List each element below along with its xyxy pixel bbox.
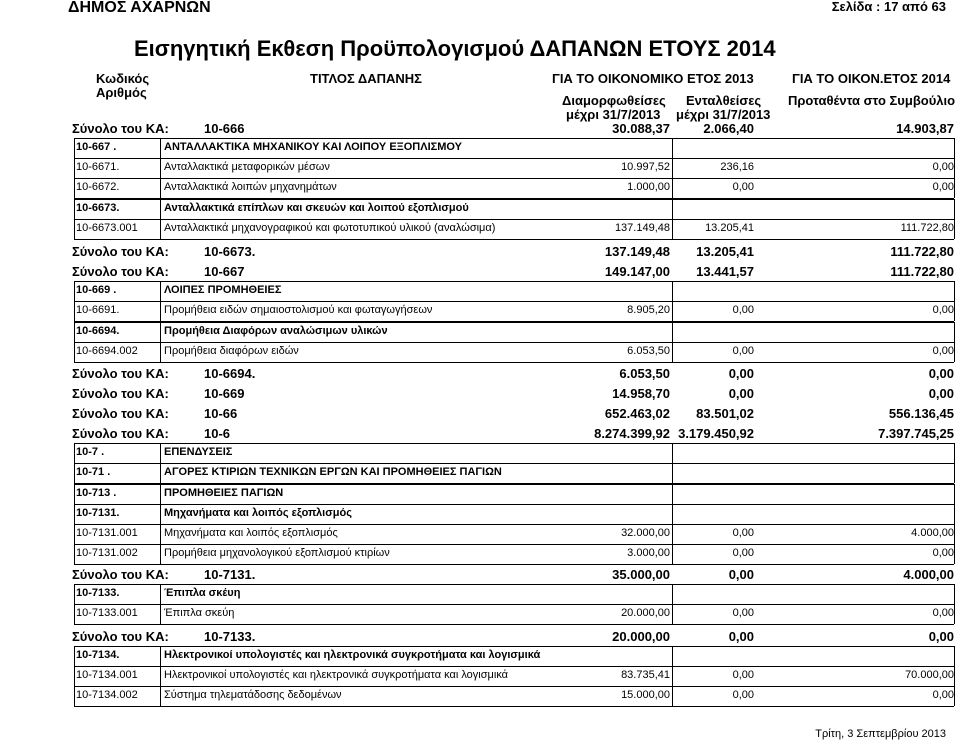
committed-amount: 0,00	[732, 547, 754, 559]
row-divider	[74, 322, 954, 323]
column-divider	[160, 219, 161, 239]
total-code: 10-6	[204, 426, 231, 441]
column-divider	[160, 158, 161, 178]
column-divider	[74, 219, 75, 239]
amended-amount: 30.088,37	[612, 121, 670, 136]
total-code: 10-7133.	[204, 629, 256, 644]
column-divider	[672, 281, 673, 301]
column-divider	[672, 322, 673, 342]
row-divider	[74, 706, 954, 707]
total-code: 10-6694.	[204, 366, 256, 381]
column-divider	[160, 342, 161, 362]
column-divider	[672, 544, 673, 564]
proposed-amount: 0,00	[928, 629, 954, 644]
committed-amount: 0,00	[728, 366, 754, 381]
account-code: 10-6694.002	[76, 345, 138, 357]
column-divider	[160, 686, 161, 706]
committed-amount: 83.501,02	[696, 406, 754, 421]
column-divider	[954, 666, 955, 686]
account-code: 10-7134.002	[76, 689, 138, 701]
committed-amount: 0,00	[728, 567, 754, 582]
column-divider	[954, 342, 955, 362]
total-code: 10-6673.	[204, 244, 256, 259]
column-divider	[160, 646, 161, 666]
row-divider	[74, 362, 954, 363]
column-divider	[672, 342, 673, 362]
amended-amount: 6.053,50	[619, 366, 670, 381]
column-divider	[74, 138, 75, 158]
account-code: 10-6691.	[76, 304, 120, 316]
total-label: Σύνολο του ΚΑ:	[72, 121, 169, 136]
column-divider	[160, 584, 161, 604]
total-code: 10-66	[204, 406, 238, 421]
row-divider	[74, 219, 954, 220]
table-row	[66, 345, 954, 363]
amended-amount: 14.958,70	[612, 386, 670, 401]
row-divider	[74, 524, 954, 525]
column-divider	[954, 686, 955, 706]
committed-amount: 0,00	[732, 181, 754, 193]
account-description: Ανταλλακτικά μεταφορικών μέσων	[164, 161, 330, 173]
row-divider	[74, 646, 954, 647]
account-description: Μηχανήματα και λοιπός εξοπλισμός	[164, 507, 352, 519]
account-description: Ηλεκτρονικοί υπολογιστές και ηλεκτρονικά συγκροτήματα και λογισμικά	[164, 669, 509, 681]
column-divider	[672, 138, 673, 158]
row-divider	[74, 604, 954, 605]
column-divider	[954, 646, 955, 666]
account-code: 10-6673.	[76, 202, 120, 214]
account-description: Προμήθεια μηχανολογικού εξοπλισμού κτιρίων	[164, 547, 390, 559]
total-row	[66, 406, 954, 424]
proposed-amount: 556.136,45	[888, 406, 954, 421]
account-code: 10-6671.	[76, 161, 120, 173]
column-divider	[160, 666, 161, 686]
column-divider	[74, 342, 75, 362]
proposed-amount: 14.903,87	[896, 121, 954, 136]
column-divider	[160, 504, 161, 524]
column-amended-date: μέχρι 31/7/2013	[566, 107, 661, 122]
row-divider	[74, 281, 954, 282]
account-code: 10-667 .	[76, 141, 117, 153]
row-divider	[74, 443, 954, 444]
column-divider	[954, 178, 955, 198]
proposed-amount: 111.722,80	[890, 244, 954, 259]
amended-amount: 652.463,02	[604, 406, 670, 421]
committed-amount: 236,16	[720, 161, 754, 173]
total-label: Σύνολο του ΚΑ:	[72, 366, 169, 381]
total-row	[66, 629, 954, 647]
account-description: Ανταλλακτικά λοιπών μηχανημάτων	[164, 181, 337, 193]
table-row	[66, 181, 954, 199]
page-number: Σελίδα : 17 από 63	[831, 0, 946, 14]
column-divider	[160, 443, 161, 463]
column-divider	[954, 544, 955, 564]
amended-amount: 8.905,20	[627, 304, 670, 316]
committed-amount: 0,00	[732, 669, 754, 681]
account-code: 10-669 .	[76, 284, 117, 296]
amended-amount: 137.149,48	[604, 244, 670, 259]
column-divider	[672, 524, 673, 544]
committed-amount: 0,00	[732, 607, 754, 619]
total-code: 10-666	[204, 121, 245, 136]
total-label: Σύνολο του ΚΑ:	[72, 244, 169, 259]
row-divider	[74, 584, 954, 585]
account-description: ΑΝΤΑΛΛΑΚΤΙΚΑ ΜΗΧΑΝΙΚΟΥ ΚΑΙ ΛΟΙΠΟΥ ΕΞΟΠΛΙΣΜΟΥ	[164, 141, 462, 153]
account-code: 10-6672.	[76, 181, 120, 193]
committed-amount: 0,00	[732, 345, 754, 357]
column-divider	[954, 219, 955, 239]
account-description: Έπιπλα σκεύη	[164, 607, 235, 619]
amended-amount: 6.053,50	[627, 345, 670, 357]
column-divider	[160, 544, 161, 564]
column-divider	[160, 604, 161, 624]
total-row	[66, 366, 954, 384]
column-divider	[160, 463, 161, 483]
account-description: Προμήθεια ειδών σημαιοστολισμού και φωταγωγήσεων	[164, 304, 433, 316]
document-title: Εισηγητική Εκθεση Προϋπολογισμού ΔΑΠΑΝΩΝ ΕΤΟΥΣ 2014	[134, 36, 776, 61]
column-divider	[672, 686, 673, 706]
account-description: Σύστημα τηλεματάδοσης δεδομένων	[164, 689, 342, 701]
account-description: ΠΡΟΜΗΘΕΙΕΣ ΠΑΓΙΩΝ	[164, 487, 284, 499]
amended-amount: 32.000,00	[621, 527, 670, 539]
committed-amount: 13.441,57	[696, 264, 754, 279]
section-header-row	[66, 649, 954, 667]
column-divider	[74, 544, 75, 564]
row-divider	[74, 342, 954, 343]
proposed-amount: 4.000,00	[911, 527, 954, 539]
column-divider	[672, 219, 673, 239]
column-divider	[74, 646, 75, 666]
total-label: Σύνολο του ΚΑ:	[72, 426, 169, 441]
row-divider	[74, 138, 954, 139]
column-divider	[954, 199, 955, 219]
column-divider	[672, 178, 673, 198]
proposed-amount: 0,00	[932, 161, 954, 173]
total-label: Σύνολο του ΚΑ:	[72, 567, 169, 582]
committed-amount: 3.179.450,92	[678, 426, 754, 441]
column-code-label: Κωδικός	[96, 71, 150, 86]
column-divider	[74, 199, 75, 219]
amended-amount: 15.000,00	[621, 689, 670, 701]
column-divider	[74, 504, 75, 524]
column-fy2013-label: ΓΙΑ ΤΟ ΟΙΚΟΝΟΜΙΚΟ ΕΤΟΣ 2013	[552, 71, 754, 86]
column-divider	[954, 443, 955, 463]
table-row	[66, 689, 954, 707]
total-row	[66, 567, 954, 585]
amended-amount: 137.149,48	[614, 222, 670, 234]
section-header-row	[66, 141, 954, 159]
amended-amount: 35.000,00	[612, 567, 670, 582]
amended-amount: 1.000,00	[627, 181, 670, 193]
account-description: Προμήθεια διαφόρων ειδών	[164, 345, 299, 357]
column-divider	[74, 178, 75, 198]
column-divider	[74, 443, 75, 463]
column-divider	[160, 301, 161, 321]
amended-amount: 83.735,41	[621, 669, 670, 681]
committed-amount: 0,00	[728, 629, 754, 644]
column-divider	[160, 322, 161, 342]
section-header-row	[66, 587, 954, 605]
committed-amount: 0,00	[732, 304, 754, 316]
section-header-row	[66, 466, 954, 484]
row-divider	[74, 199, 954, 200]
column-divider	[160, 138, 161, 158]
column-divider	[74, 686, 75, 706]
table-row	[66, 527, 954, 545]
column-divider	[672, 484, 673, 504]
column-divider	[74, 463, 75, 483]
column-divider	[672, 666, 673, 686]
column-divider	[74, 301, 75, 321]
amended-amount: 10.997,52	[621, 161, 670, 173]
table-row	[66, 222, 954, 240]
proposed-amount: 0,00	[932, 345, 954, 357]
row-divider	[74, 158, 954, 159]
committed-amount: 0,00	[728, 386, 754, 401]
column-divider	[74, 666, 75, 686]
column-divider	[74, 524, 75, 544]
row-divider	[74, 544, 954, 545]
section-header-row	[66, 202, 954, 220]
proposed-amount: 70.000,00	[905, 669, 954, 681]
proposed-amount: 0,00	[932, 689, 954, 701]
row-divider	[74, 624, 954, 625]
account-description: ΑΓΟΡΕΣ ΚΤΙΡΙΩΝ ΤΕΧΝΙΚΩΝ ΕΡΓΩΝ ΚΑΙ ΠΡΟΜΗΘΕΙΕΣ ΠΑΓΙΩΝ	[164, 466, 502, 478]
account-code: 10-7133.	[76, 587, 120, 599]
organization-name: ΔΗΜΟΣ ΑΧΑΡΝΩΝ	[68, 0, 211, 16]
row-divider	[74, 504, 954, 505]
account-description: ΛΟΙΠΕΣ ΠΡΟΜΗΘΕΙΕΣ	[164, 284, 282, 296]
proposed-amount: 0,00	[932, 547, 954, 559]
account-description: ΕΠΕΝΔΥΣΕΙΣ	[164, 446, 233, 458]
column-divider	[954, 504, 955, 524]
account-code: 10-7134.001	[76, 669, 138, 681]
column-divider	[672, 158, 673, 178]
column-divider	[160, 281, 161, 301]
account-code: 10-6673.001	[76, 222, 138, 234]
proposed-amount: 0,00	[932, 304, 954, 316]
account-description: Ανταλλακτικά μηχανογραφικού και φωτοτυπικού υλικού (αναλώσιμα)	[164, 222, 496, 234]
column-divider	[672, 199, 673, 219]
account-code: 10-71 .	[76, 466, 111, 478]
proposed-amount: 111.722,80	[890, 264, 954, 279]
row-divider	[74, 463, 954, 464]
committed-amount: 2.066,40	[703, 121, 754, 136]
column-divider	[672, 301, 673, 321]
column-committed-label: Ενταλθείσες	[686, 93, 762, 108]
account-description: Έπιπλα σκέυη	[164, 587, 241, 599]
column-description-label: ΤΙΤΛΟΣ ΔΑΠΑΝΗΣ	[310, 71, 422, 86]
column-fy2014-label: ΓΙΑ ΤΟ ΟΙΚΟΝ.ΕΤΟΣ 2014	[792, 71, 951, 86]
column-divider	[74, 484, 75, 504]
column-divider	[954, 584, 955, 604]
total-code: 10-7131.	[204, 567, 256, 582]
column-divider	[160, 178, 161, 198]
proposed-amount: 111.722,80	[900, 222, 954, 234]
row-divider	[74, 484, 954, 485]
account-code: 10-7134.	[76, 649, 120, 661]
column-committed-date: μέχρι 31/7/2013	[676, 107, 771, 122]
column-divider	[672, 584, 673, 604]
section-header-row	[66, 487, 954, 505]
row-divider	[74, 301, 954, 302]
committed-amount: 13.205,41	[705, 222, 754, 234]
column-divider	[954, 301, 955, 321]
total-label: Σύνολο του ΚΑ:	[72, 406, 169, 421]
total-row	[66, 264, 954, 282]
total-row	[66, 121, 954, 139]
account-code: 10-7131.001	[76, 527, 138, 539]
account-description: Μηχανήματα και λοιπός εξοπλισμός	[164, 527, 338, 539]
footer-date: Τρίτη, 3 Σεπτεμβρίου 2013	[815, 728, 946, 740]
row-divider	[74, 666, 954, 667]
column-divider	[672, 604, 673, 624]
column-divider	[954, 524, 955, 544]
column-divider	[672, 646, 673, 666]
proposed-amount: 0,00	[928, 366, 954, 381]
account-code: 10-7 .	[76, 446, 105, 458]
total-label: Σύνολο του ΚΑ:	[72, 386, 169, 401]
column-divider	[954, 138, 955, 158]
table-row	[66, 547, 954, 565]
row-divider	[74, 178, 954, 179]
account-code: 10-7131.	[76, 507, 120, 519]
column-divider	[672, 504, 673, 524]
section-header-row	[66, 446, 954, 464]
table-row	[66, 161, 954, 179]
proposed-amount: 4.000,00	[903, 567, 954, 582]
total-row	[66, 426, 954, 444]
column-divider	[954, 463, 955, 483]
table-row	[66, 669, 954, 687]
table-row	[66, 304, 954, 322]
amended-amount: 149.147,00	[604, 264, 670, 279]
total-row	[66, 244, 954, 262]
proposed-amount: 0,00	[932, 607, 954, 619]
committed-amount: 0,00	[732, 527, 754, 539]
account-code: 10-713 .	[76, 487, 117, 499]
total-code: 10-669	[204, 386, 245, 401]
total-label: Σύνολο του ΚΑ:	[72, 629, 169, 644]
total-label: Σύνολο του ΚΑ:	[72, 264, 169, 279]
account-description: Προμήθεια Διαφόρων αναλώσιμων υλικών	[164, 325, 388, 337]
column-divider	[160, 524, 161, 544]
account-description: Ανταλλακτικά επίπλων και σκευών και λοιπού εξοπλισμού	[164, 202, 469, 214]
committed-amount: 0,00	[732, 689, 754, 701]
column-divider	[74, 158, 75, 178]
account-code: 10-7133.001	[76, 607, 138, 619]
committed-amount: 13.205,41	[696, 244, 754, 259]
section-header-row	[66, 284, 954, 302]
column-divider	[954, 604, 955, 624]
table-row	[66, 607, 954, 625]
amended-amount: 20.000,00	[612, 629, 670, 644]
column-number-label: Αριθμός	[96, 85, 147, 100]
proposed-amount: 7.397.745,25	[878, 426, 954, 441]
row-divider	[74, 686, 954, 687]
column-divider	[74, 604, 75, 624]
total-row	[66, 386, 954, 404]
column-amended-label: Διαμορφωθείσες	[562, 93, 666, 108]
column-proposed-label: Προταθέντα στο Συμβούλιο	[788, 93, 956, 108]
column-divider	[74, 281, 75, 301]
column-divider	[954, 322, 955, 342]
proposed-amount: 0,00	[932, 181, 954, 193]
column-divider	[160, 484, 161, 504]
column-divider	[672, 443, 673, 463]
proposed-amount: 0,00	[928, 386, 954, 401]
column-divider	[954, 484, 955, 504]
column-divider	[74, 584, 75, 604]
row-divider	[74, 564, 954, 565]
column-divider	[954, 281, 955, 301]
total-code: 10-667	[204, 264, 245, 279]
column-divider	[954, 158, 955, 178]
section-header-row	[66, 325, 954, 343]
account-code: 10-6694.	[76, 325, 120, 337]
account-description: Ηλεκτρονικοί υπολογιστές και ηλεκτρονικά συγκροτήματα και λογισμικά	[164, 649, 541, 661]
column-divider	[672, 463, 673, 483]
section-header-row	[66, 507, 954, 525]
column-divider	[74, 322, 75, 342]
account-code: 10-7131.002	[76, 547, 138, 559]
amended-amount: 20.000,00	[621, 607, 670, 619]
amended-amount: 8.274.399,92	[594, 426, 670, 441]
amended-amount: 3.000,00	[627, 547, 670, 559]
column-divider	[160, 199, 161, 219]
row-divider	[74, 239, 954, 240]
